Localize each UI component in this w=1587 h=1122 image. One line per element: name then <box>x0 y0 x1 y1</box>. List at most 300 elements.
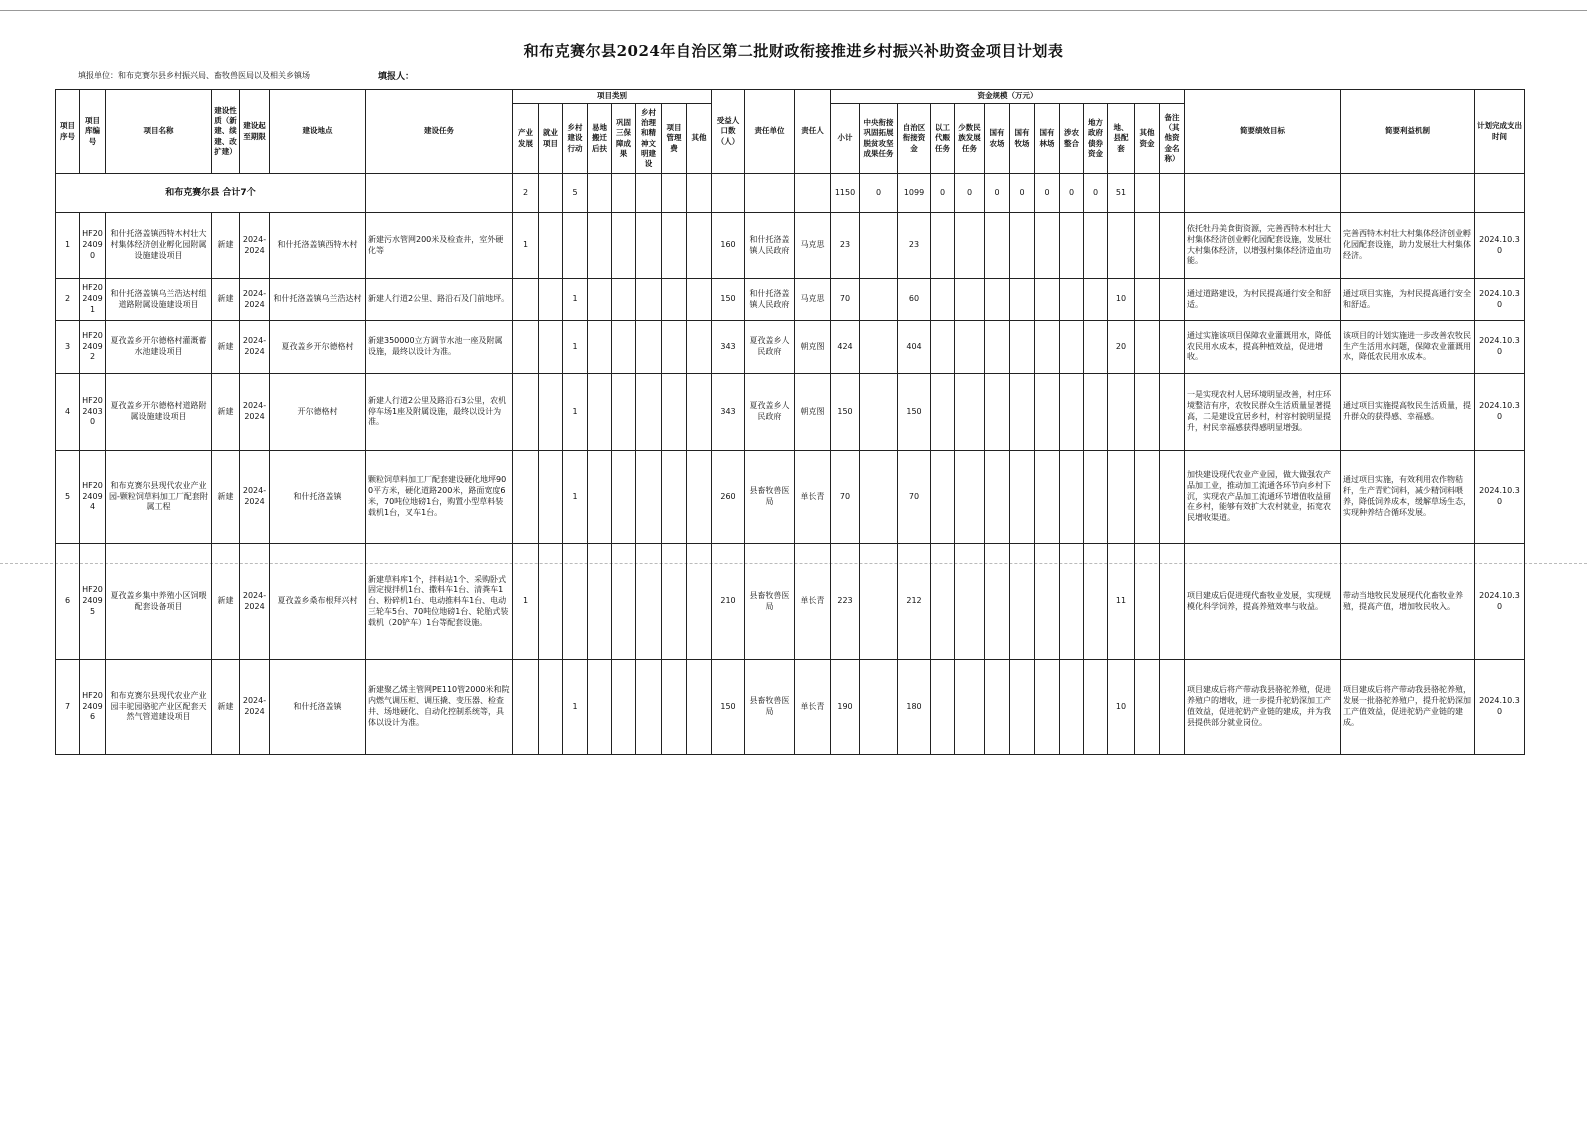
cell-name: 和布克赛尔县现代农业产业园-颗粒饲草料加工厂配套附属工程 <box>106 451 212 544</box>
cell-category: 1 <box>513 213 539 279</box>
cell-category: 1 <box>563 451 588 544</box>
cell-category <box>687 660 712 755</box>
cell-resp-person: 朝克图 <box>795 321 831 374</box>
cell-fund: 23 <box>898 213 931 279</box>
cell-fund <box>860 213 898 279</box>
cell-fund <box>1060 213 1084 279</box>
header-code: 项目库编号 <box>80 90 106 174</box>
header-fund: 少数民族发展任务 <box>955 104 985 174</box>
header-fund-group: 资金规模（万元） <box>831 90 1185 104</box>
cell-fund <box>1108 451 1135 544</box>
cell-fund <box>1135 374 1160 451</box>
cell-benefit: 通过项目实施，有效利用农作物秸秆，生产青贮饲料，减少精饲料喂养，降低饲养成本，缓解草场生态，实现种养结合循环发展。 <box>1341 451 1475 544</box>
header-category: 乡村建设行动 <box>563 104 588 174</box>
cell-fund <box>931 213 955 279</box>
page-title: 和布克赛尔县2024年自治区第二批财政衔接推进乡村振兴补助资金项目计划表 <box>523 42 1064 60</box>
header-category: 乡村治理和精神文明建设 <box>636 104 662 174</box>
header-fund: 地、县配套 <box>1108 104 1135 174</box>
total-finish <box>1475 174 1525 213</box>
total-label: 和布克赛尔县 合计7个 <box>56 174 366 213</box>
header-period: 建设起至期限 <box>240 90 270 174</box>
cell-benefit: 项目建成后将产带动我县骆驼养殖，发展一批骆驼养殖户，提升驼奶深加工产值效益，促进驼奶产业链的建成。 <box>1341 660 1475 755</box>
project-plan-table <box>55 89 1525 755</box>
cell-code: HF2024090 <box>80 213 106 279</box>
cell-fund <box>1160 374 1185 451</box>
cell-benefit: 该项目的计划实施进一步改善农牧民生产生活用水问题，保障农业灌溉用水，降低农民用水成本。 <box>1341 321 1475 374</box>
cell-fund <box>955 213 985 279</box>
cell-fund <box>860 374 898 451</box>
cell-fund: 60 <box>898 279 931 321</box>
cell-fund <box>1084 213 1108 279</box>
header-category: 产业发展 <box>513 104 539 174</box>
header-benefit: 简要利益机制 <box>1341 90 1475 174</box>
cell-name: 和什托洛盖镇西特木村壮大村集体经济创业孵化园附属设施建设项目 <box>106 213 212 279</box>
header-fund: 小计 <box>831 104 860 174</box>
cell-category <box>687 544 712 660</box>
cell-fund <box>860 279 898 321</box>
cell-fund <box>1060 660 1084 755</box>
cell-fund: 150 <box>898 374 931 451</box>
cell-resp-person: 单长青 <box>795 660 831 755</box>
cell-fund <box>1135 660 1160 755</box>
cell-fund <box>1010 213 1035 279</box>
header-fund: 地方政府债券资金 <box>1084 104 1108 174</box>
cell-category <box>662 544 687 660</box>
total-fund-cell: 1099 <box>898 174 931 213</box>
cell-seq: 4 <box>56 374 80 451</box>
cell-category <box>612 451 636 544</box>
cell-category <box>612 321 636 374</box>
cell-fund <box>1135 321 1160 374</box>
cell-finish: 2024.10.30 <box>1475 451 1525 544</box>
cell-nature: 新建 <box>212 374 240 451</box>
cell-task: 新建人行道2公里及路沿石3公里，农机停车场1座及附属设施，最终以设计为准。 <box>366 374 513 451</box>
cell-fund <box>1135 451 1160 544</box>
reporting-unit: 填报单位：和布克赛尔县乡村振兴局、畜牧兽医局以及相关乡镇场 <box>78 71 310 80</box>
cell-resp-person: 单长青 <box>795 451 831 544</box>
cell-name: 和什托洛盖镇乌兰浩达村组道路附属设施建设项目 <box>106 279 212 321</box>
total-category-cell: 2 <box>513 174 539 213</box>
cell-fund <box>1010 544 1035 660</box>
cell-code: HF2024095 <box>80 544 106 660</box>
cell-goal: 一是实现农村人居环境明显改善，村庄环境整洁有序，农牧民群众生活质量显著提高，二是建设宜居乡村，村容村貌明显提升，村民幸福感获得感明显增强。 <box>1185 374 1341 451</box>
cell-location: 和什托洛盖镇乌兰浩达村 <box>270 279 366 321</box>
header-resp-unit: 责任单位 <box>745 90 795 174</box>
cell-task: 新建草料库1个，拌料站1个、采购卧式固定搅拌机1台、撒料车1台、清粪车1台、粉碎机1台、电动推料车1台、电动三轮车5台、70吨位地磅1台、轮胎式装载机（20铲车）1台等配套设施。 <box>366 544 513 660</box>
cell-period: 2024-2024 <box>240 374 270 451</box>
cell-fund <box>1160 660 1185 755</box>
cell-period: 2024-2024 <box>240 213 270 279</box>
cell-fund: 10 <box>1108 279 1135 321</box>
header-location: 建设地点 <box>270 90 366 174</box>
cell-fund <box>955 544 985 660</box>
cell-location: 和什托洛盖镇 <box>270 451 366 544</box>
cell-code: HF2024096 <box>80 660 106 755</box>
cell-category <box>662 279 687 321</box>
cell-category <box>513 321 539 374</box>
total-fund-cell: 0 <box>985 174 1010 213</box>
cell-beneficiaries: 343 <box>712 321 745 374</box>
cell-category <box>662 660 687 755</box>
cell-name: 夏孜盖乡开尔德格村道路附属设施建设项目 <box>106 374 212 451</box>
scan-top-edge <box>0 10 1587 11</box>
cell-nature: 新建 <box>212 321 240 374</box>
cell-fund <box>860 660 898 755</box>
project-row <box>56 279 1525 321</box>
cell-resp-person: 马克思 <box>795 213 831 279</box>
cell-fund: 180 <box>898 660 931 755</box>
cell-task: 新建350000立方调节水池一座及附属设施，最终以设计为准。 <box>366 321 513 374</box>
cell-goal: 项目建成后促进现代畜牧业发展，实现规模化科学饲养，提高养殖效率与收益。 <box>1185 544 1341 660</box>
cell-fund: 212 <box>898 544 931 660</box>
cell-fund <box>1160 544 1185 660</box>
total-fund-cell: 0 <box>1060 174 1084 213</box>
cell-fund <box>955 660 985 755</box>
header-task: 建设任务 <box>366 90 513 174</box>
cell-category <box>687 321 712 374</box>
cell-goal: 依托牡丹美食街资源，完善西特木村壮大村集体经济创业孵化园配套设施，发展壮大村集体经济，以增强村集体经济造血功能。 <box>1185 213 1341 279</box>
project-row <box>56 660 1525 755</box>
total-resp-unit <box>745 174 795 213</box>
cell-category <box>662 213 687 279</box>
cell-fund <box>1160 321 1185 374</box>
cell-task: 新建人行道2公里、路沿石及门前地坪。 <box>366 279 513 321</box>
header-category: 易地搬迁后扶 <box>588 104 612 174</box>
cell-nature: 新建 <box>212 544 240 660</box>
cell-category <box>662 451 687 544</box>
cell-fund <box>1084 544 1108 660</box>
cell-fund: 10 <box>1108 660 1135 755</box>
cell-resp-unit: 县畜牧兽医局 <box>745 544 795 660</box>
cell-fund <box>1060 374 1084 451</box>
cell-fund <box>955 279 985 321</box>
cell-category <box>612 213 636 279</box>
cell-finish: 2024.10.30 <box>1475 660 1525 755</box>
total-category-cell <box>636 174 662 213</box>
cell-fund <box>985 213 1010 279</box>
cell-fund <box>1084 321 1108 374</box>
cell-fund <box>860 321 898 374</box>
cell-seq: 6 <box>56 544 80 660</box>
cell-category <box>539 321 563 374</box>
header-fund: 以工代赈任务 <box>931 104 955 174</box>
cell-fund: 20 <box>1108 321 1135 374</box>
cell-resp-person: 单长青 <box>795 544 831 660</box>
cell-fund <box>1108 213 1135 279</box>
cell-fund: 70 <box>831 279 860 321</box>
cell-finish: 2024.10.30 <box>1475 213 1525 279</box>
cell-category <box>636 213 662 279</box>
cell-fund <box>985 279 1010 321</box>
cell-beneficiaries: 150 <box>712 660 745 755</box>
total-fund-cell: 1150 <box>831 174 860 213</box>
total-fund-cell: 0 <box>860 174 898 213</box>
cell-fund: 223 <box>831 544 860 660</box>
cell-fund <box>1084 451 1108 544</box>
cell-seq: 1 <box>56 213 80 279</box>
project-row <box>56 544 1525 660</box>
cell-category: 1 <box>563 660 588 755</box>
cell-fund <box>1084 374 1108 451</box>
cell-fund <box>955 321 985 374</box>
cell-category: 1 <box>563 374 588 451</box>
header-fund: 备注（其他资金名称） <box>1160 104 1185 174</box>
header-fund: 国有农场 <box>985 104 1010 174</box>
header-fund: 中央衔接巩固拓展脱贫攻坚成果任务 <box>860 104 898 174</box>
cell-fund <box>931 660 955 755</box>
cell-benefit: 通过项目实施，为村民提高通行安全和舒适。 <box>1341 279 1475 321</box>
header-beneficiaries: 受益人口数（人） <box>712 90 745 174</box>
cell-location: 开尔德格村 <box>270 374 366 451</box>
total-fund-cell: 51 <box>1108 174 1135 213</box>
cell-fund <box>931 279 955 321</box>
cell-category <box>563 213 588 279</box>
cell-category: 1 <box>563 321 588 374</box>
cell-task: 颗粒饲草料加工厂配套建设硬化地坪900平方米，硬化道路200米，路面宽度6米，70吨位地磅1台，购置小型草料装载机1台，叉车1台。 <box>366 451 513 544</box>
filler-label: 填报人： <box>378 72 415 82</box>
cell-category <box>539 544 563 660</box>
cell-beneficiaries: 210 <box>712 544 745 660</box>
cell-goal: 加快建设现代农业产业园，做大做强农产品加工业，推动加工流通各环节向乡村下沉，实现农产品加工流通环节增值收益留在乡村，能够有效扩大农村就业，拓宽农民增收渠道。 <box>1185 451 1341 544</box>
cell-fund <box>1035 660 1060 755</box>
cell-fund <box>1160 213 1185 279</box>
header-fund: 自治区衔接资金 <box>898 104 931 174</box>
cell-category <box>513 660 539 755</box>
cell-resp-unit: 和什托洛盖镇人民政府 <box>745 213 795 279</box>
total-beneficiaries <box>712 174 745 213</box>
cell-fund <box>1060 451 1084 544</box>
total-category-cell: 5 <box>563 174 588 213</box>
cell-location: 和什托洛盖镇 <box>270 660 366 755</box>
cell-seq: 5 <box>56 451 80 544</box>
cell-category <box>636 660 662 755</box>
cell-nature: 新建 <box>212 660 240 755</box>
header-fund: 涉农整合 <box>1060 104 1084 174</box>
cell-fund <box>1035 451 1060 544</box>
cell-fund <box>1035 321 1060 374</box>
cell-fund <box>860 451 898 544</box>
cell-fund <box>1010 451 1035 544</box>
cell-fund: 424 <box>831 321 860 374</box>
cell-fund: 404 <box>898 321 931 374</box>
cell-category <box>612 279 636 321</box>
total-resp-person <box>795 174 831 213</box>
cell-beneficiaries: 150 <box>712 279 745 321</box>
cell-category <box>612 544 636 660</box>
cell-nature: 新建 <box>212 213 240 279</box>
cell-category <box>539 660 563 755</box>
cell-category <box>687 279 712 321</box>
cell-category <box>636 374 662 451</box>
cell-fund <box>931 374 955 451</box>
cell-benefit: 通过项目实施提高牧民生活质量，提升群众的获得感、幸福感。 <box>1341 374 1475 451</box>
cell-category <box>539 213 563 279</box>
cell-code: HF2024094 <box>80 451 106 544</box>
cell-category <box>513 374 539 451</box>
cell-fund: 190 <box>831 660 860 755</box>
cell-finish: 2024.10.30 <box>1475 279 1525 321</box>
cell-nature: 新建 <box>212 451 240 544</box>
total-task-cell <box>366 174 513 213</box>
cell-category <box>539 279 563 321</box>
total-category-cell <box>588 174 612 213</box>
cell-period: 2024-2024 <box>240 451 270 544</box>
cell-fund <box>1060 279 1084 321</box>
cell-category <box>588 213 612 279</box>
cell-category: 1 <box>563 279 588 321</box>
cell-category <box>612 374 636 451</box>
cell-resp-unit: 夏孜盖乡人民政府 <box>745 321 795 374</box>
cell-period: 2024-2024 <box>240 660 270 755</box>
cell-benefit: 带动当地牧民发展现代化畜牧业养殖，提高产值，增加牧民收入。 <box>1341 544 1475 660</box>
cell-finish: 2024.10.30 <box>1475 374 1525 451</box>
cell-category <box>687 451 712 544</box>
cell-fund <box>1010 321 1035 374</box>
cell-fund: 23 <box>831 213 860 279</box>
cell-goal: 通过道路建设，为村民提高通行安全和舒适。 <box>1185 279 1341 321</box>
cell-fund <box>1035 544 1060 660</box>
cell-beneficiaries: 160 <box>712 213 745 279</box>
cell-resp-unit: 和什托洛盖镇人民政府 <box>745 279 795 321</box>
cell-task: 新建聚乙烯主管网PE110管2000米和院内燃气调压柜、调压撬、变压器、检查井、场地硬化、自动化控制系统等，具体以设计为准。 <box>366 660 513 755</box>
cell-fund <box>955 451 985 544</box>
header-category: 项目管理费 <box>662 104 687 174</box>
cell-code: HF2024092 <box>80 321 106 374</box>
cell-fund <box>931 544 955 660</box>
header-name: 项目名称 <box>106 90 212 174</box>
cell-category <box>513 279 539 321</box>
header-nature: 建设性质（新建、续建、改扩建） <box>212 90 240 174</box>
header-fund: 国有林场 <box>1035 104 1060 174</box>
cell-category <box>513 451 539 544</box>
cell-fund <box>985 544 1010 660</box>
cell-category: 1 <box>513 544 539 660</box>
header-finish: 计划完成支出时间 <box>1475 90 1525 174</box>
cell-beneficiaries: 343 <box>712 374 745 451</box>
cell-fund <box>931 321 955 374</box>
cell-category <box>662 374 687 451</box>
cell-goal: 通过实施该项目保障农业灌溉用水，降低农民用水成本，提高种植效益，促进增收。 <box>1185 321 1341 374</box>
total-fund-cell: 0 <box>1084 174 1108 213</box>
total-fund-cell: 0 <box>1035 174 1060 213</box>
report-meta <box>78 70 415 82</box>
total-fund-cell: 0 <box>931 174 955 213</box>
cell-resp-unit: 县畜牧兽医局 <box>745 451 795 544</box>
cell-fund <box>1035 374 1060 451</box>
cell-code: HF2024091 <box>80 279 106 321</box>
header-fund: 其他资金 <box>1135 104 1160 174</box>
cell-fund <box>1010 660 1035 755</box>
cell-resp-unit: 县畜牧兽医局 <box>745 660 795 755</box>
cell-category <box>588 660 612 755</box>
total-category-cell <box>662 174 687 213</box>
cell-category <box>588 279 612 321</box>
cell-fund: 70 <box>831 451 860 544</box>
cell-fund <box>985 321 1010 374</box>
header-goal: 简要绩效目标 <box>1185 90 1341 174</box>
header-category: 其他 <box>687 104 712 174</box>
cell-fund <box>1035 213 1060 279</box>
total-fund-cell: 0 <box>1010 174 1035 213</box>
cell-fund <box>985 660 1010 755</box>
cell-finish: 2024.10.30 <box>1475 321 1525 374</box>
cell-benefit: 完善西特木村壮大村集体经济创业孵化园配套设施，助力发展壮大村集体经济。 <box>1341 213 1475 279</box>
cell-fund <box>860 544 898 660</box>
cell-fund <box>1060 321 1084 374</box>
cell-finish: 2024.10.30 <box>1475 544 1525 660</box>
cell-category <box>588 451 612 544</box>
total-fund-cell <box>1135 174 1160 213</box>
project-row <box>56 321 1525 374</box>
cell-category <box>662 321 687 374</box>
cell-fund <box>1135 213 1160 279</box>
cell-fund <box>1108 374 1135 451</box>
cell-category <box>636 279 662 321</box>
cell-category <box>539 374 563 451</box>
cell-location: 和什托洛盖镇西特木村 <box>270 213 366 279</box>
cell-fund <box>985 451 1010 544</box>
cell-category <box>563 544 588 660</box>
cell-fund <box>1084 279 1108 321</box>
project-row <box>56 213 1525 279</box>
cell-seq: 2 <box>56 279 80 321</box>
cell-category <box>588 544 612 660</box>
cell-fund <box>1060 544 1084 660</box>
cell-fund: 150 <box>831 374 860 451</box>
cell-category <box>687 213 712 279</box>
cell-category <box>636 544 662 660</box>
cell-name: 夏孜盖乡集中养殖小区饲喂配套设备项目 <box>106 544 212 660</box>
cell-category <box>636 451 662 544</box>
cell-category <box>636 321 662 374</box>
header-resp-person: 责任人 <box>795 90 831 174</box>
header-category: 就业项目 <box>539 104 563 174</box>
cell-fund <box>931 451 955 544</box>
project-row <box>56 451 1525 544</box>
cell-category <box>687 374 712 451</box>
cell-resp-person: 朝克图 <box>795 374 831 451</box>
header-category: 巩固三保障成果 <box>612 104 636 174</box>
cell-category <box>539 451 563 544</box>
cell-category <box>612 660 636 755</box>
cell-fund <box>1010 279 1035 321</box>
total-fund-cell <box>1160 174 1185 213</box>
header-category-group: 项目类别 <box>513 90 712 104</box>
cell-fund <box>955 374 985 451</box>
total-benefit <box>1341 174 1475 213</box>
cell-category <box>588 321 612 374</box>
total-category-cell <box>612 174 636 213</box>
cell-nature: 新建 <box>212 279 240 321</box>
cell-fund: 11 <box>1108 544 1135 660</box>
cell-seq: 3 <box>56 321 80 374</box>
header-seq: 项目序号 <box>56 90 80 174</box>
cell-period: 2024-2024 <box>240 321 270 374</box>
cell-fund <box>1010 374 1035 451</box>
cell-resp-person: 马克思 <box>795 279 831 321</box>
project-row <box>56 374 1525 451</box>
cell-fund <box>1135 544 1160 660</box>
cell-fund: 70 <box>898 451 931 544</box>
cell-fund <box>985 374 1010 451</box>
cell-fund <box>1084 660 1108 755</box>
cell-fund <box>1035 279 1060 321</box>
header-fund: 国有牧场 <box>1010 104 1035 174</box>
cell-code: HF2024030 <box>80 374 106 451</box>
cell-goal: 项目建成后将产带动我县骆驼养殖，促进养殖户的增收，进一步提升驼奶深加工产值效益，促进驼奶产业链的建成，并为我县提供部分就业岗位。 <box>1185 660 1341 755</box>
cell-period: 2024-2024 <box>240 544 270 660</box>
cell-resp-unit: 夏孜盖乡人民政府 <box>745 374 795 451</box>
